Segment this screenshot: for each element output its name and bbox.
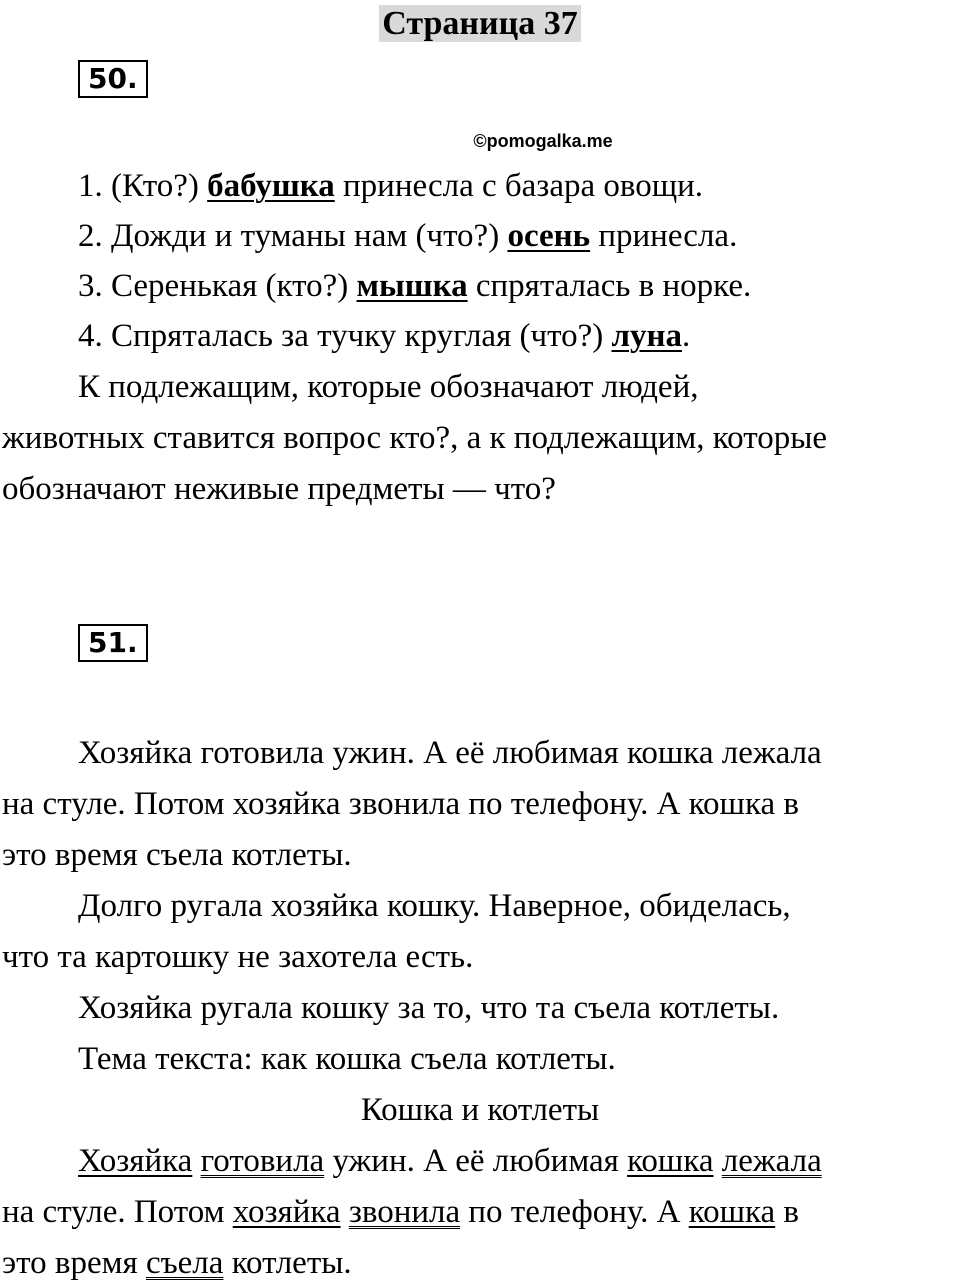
sentence-2-pre: 2. Дожди и туманы нам (что?) [78, 218, 508, 254]
analysed-line-1 [78, 1141, 822, 1181]
paragraph-2-line-2: что та картошку не захотела есть. [2, 939, 474, 975]
predicate-word: готовила [200, 1143, 325, 1179]
sentence-3-pre: 3. Серенькая (кто?) [78, 268, 357, 304]
sentence-4-subject: луна [611, 318, 682, 354]
story-title: Кошка и котлеты [360, 1092, 600, 1128]
task-number-51: 51. [78, 624, 148, 662]
predicate-word: съела [145, 1245, 224, 1281]
analysed-line-2 [2, 1192, 799, 1232]
task-number-51-value: 51 [88, 626, 127, 659]
plain-text [714, 1143, 722, 1179]
sentence-2 [78, 216, 737, 256]
page-title [0, 4, 960, 44]
plain-text: ужин. А её любимая [324, 1143, 628, 1179]
paragraph-1-line-1: Хозяйка готовила ужин. А её любимая кошка лежала [78, 735, 822, 771]
conclusion-line-3: обозначают неживые предметы — что? [2, 471, 556, 507]
task-number-50: 50. [78, 60, 148, 98]
sentence-4-pre: 4. Спряталась за тучку круглая (что?) [78, 318, 612, 354]
analysed-line-3 [2, 1243, 352, 1283]
plain-text [192, 1143, 200, 1179]
sentence-2-post: принесла. [590, 218, 738, 254]
subject-word: кошка [688, 1194, 776, 1230]
sentence-3 [78, 266, 751, 306]
subject-word: кошка [627, 1143, 714, 1179]
sentence-4 [78, 316, 690, 356]
sentence-3-post: спряталась в норке. [467, 268, 752, 304]
sentence-3-subject: мышка [356, 268, 468, 304]
sentence-1-post: принесла с базара овощи. [334, 168, 704, 204]
watermark: ©pomogalka.me [473, 131, 613, 151]
page-title-text: Страница 37 [379, 5, 580, 42]
subject-word: хозяйка [232, 1194, 341, 1230]
text-theme: Тема текста: как кошка съела котлеты. [78, 1041, 616, 1077]
plain-text: по телефону. А [460, 1194, 689, 1230]
sentence-4-post: . [682, 318, 691, 354]
conclusion-line-2: животных ставится вопрос кто?, а к подлежащим, которые [2, 420, 828, 456]
predicate-word: лежала [721, 1143, 822, 1179]
task-number-50-value: 50 [88, 62, 127, 95]
paragraph-2-line-1: Долго ругала хозяйка кошку. Наверное, обиделась, [78, 888, 791, 924]
plain-text: котлеты. [223, 1245, 352, 1281]
plain-text [341, 1194, 349, 1230]
plain-text: в [775, 1194, 800, 1230]
paragraph-3: Хозяйка ругала кошку за то, что та съела котлеты. [78, 990, 780, 1026]
paragraph-1-line-2: на стуле. Потом хозяйка звонила по телефону. А кошка в [2, 786, 799, 822]
paragraph-1-line-3: это время съела котлеты. [2, 837, 352, 873]
sentence-1 [78, 166, 703, 206]
sentence-1-subject: бабушка [207, 168, 335, 204]
conclusion-line-1: К подлежащим, которые обозначают людей, [78, 369, 699, 405]
sentence-2-subject: осень [507, 218, 591, 254]
subject-word: Хозяйка [78, 1143, 193, 1179]
plain-text: на стуле. Потом [2, 1194, 233, 1230]
sentence-1-pre: 1. (Кто?) [78, 168, 208, 204]
predicate-word: звонила [348, 1194, 461, 1230]
plain-text: это время [2, 1245, 146, 1281]
